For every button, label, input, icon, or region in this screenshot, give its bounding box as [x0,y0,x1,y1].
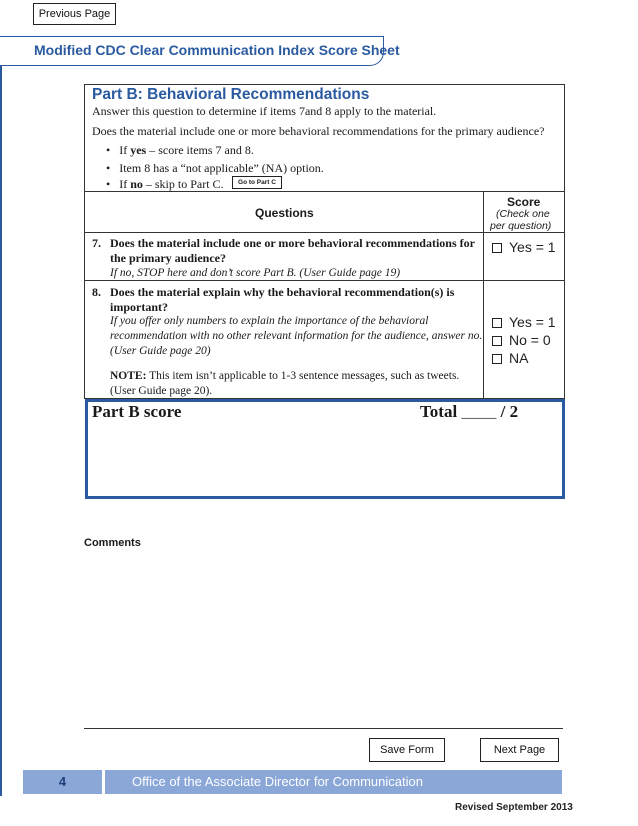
q8-no-label: No = 0 [509,332,551,348]
q7-question: Does the material include one or more behavioral recommendations for the primary audience? [110,236,475,265]
intro-text: Answer this question to determine if items 7and 8 apply to the material. [92,104,437,118]
bullet-no: • If no – skip to Part C. [106,177,224,191]
intro-question: Does the material include one or more behavioral recommendations for the primary audience? [92,124,545,138]
table-divider [84,232,565,233]
score-header: Score [507,195,541,209]
page-title: Modified CDC Clear Communication Index Score Sheet [34,42,400,58]
q8-question: Does the material explain why the behavioral recommendation(s) is important? [110,285,455,314]
left-margin-rule [0,66,2,796]
previous-page-button[interactable]: Previous Page [33,3,116,25]
bullet-na: • Item 8 has a “not applicable” (NA) option. [106,161,324,175]
footer-divider [102,770,105,794]
questions-header: Questions [255,206,314,220]
q8-na-label: NA [509,350,529,366]
bullet-yes: • If yes – score items 7 and 8. [106,143,254,157]
q7-note: If no, STOP here and don’t score Part B. (User Guide page 19) [110,267,401,279]
q8-yes-checkbox[interactable] [492,318,502,328]
next-page-button[interactable]: Next Page [480,738,559,762]
revised-date: Revised September 2013 [455,802,573,813]
go-to-part-c-button[interactable]: Go to Part C [232,176,282,189]
score-column-divider [483,191,484,399]
q7-yes-label: Yes = 1 [509,239,556,255]
part-b-title: Part B: Behavioral Recommendations [92,86,370,103]
q8-no-checkbox[interactable] [492,336,502,346]
part-b-score-label: Part B score [92,402,182,421]
page-number: 4 [58,774,67,789]
comments-label: Comments [84,537,141,549]
q8-yes-label: Yes = 1 [509,314,556,330]
q8-note: If you offer only numbers to explain the importance of the behavioral recommendation with no other relevant information for the audience, answer no. (User Guide page 20) [110,315,483,357]
q7-yes-checkbox[interactable] [492,243,502,253]
q8-na-checkbox[interactable] [492,354,502,364]
score-subheader: per question) [490,220,552,232]
total-score: Total _____ / 2 [420,402,519,421]
q8-na-note-ref: (User Guide page 20). [110,385,213,397]
comments-rule [84,728,563,729]
q8-na-note: NOTE: This item isn’t applicable to 1-3 sentence messages, such as tweets. [110,370,460,382]
footer-office-name: Office of the Associate Director for Communication [132,774,423,789]
save-form-button[interactable]: Save Form [369,738,445,762]
q7-number: 7. [92,236,101,250]
q8-number: 8. [92,285,101,299]
score-subheader: (Check one [496,208,550,220]
